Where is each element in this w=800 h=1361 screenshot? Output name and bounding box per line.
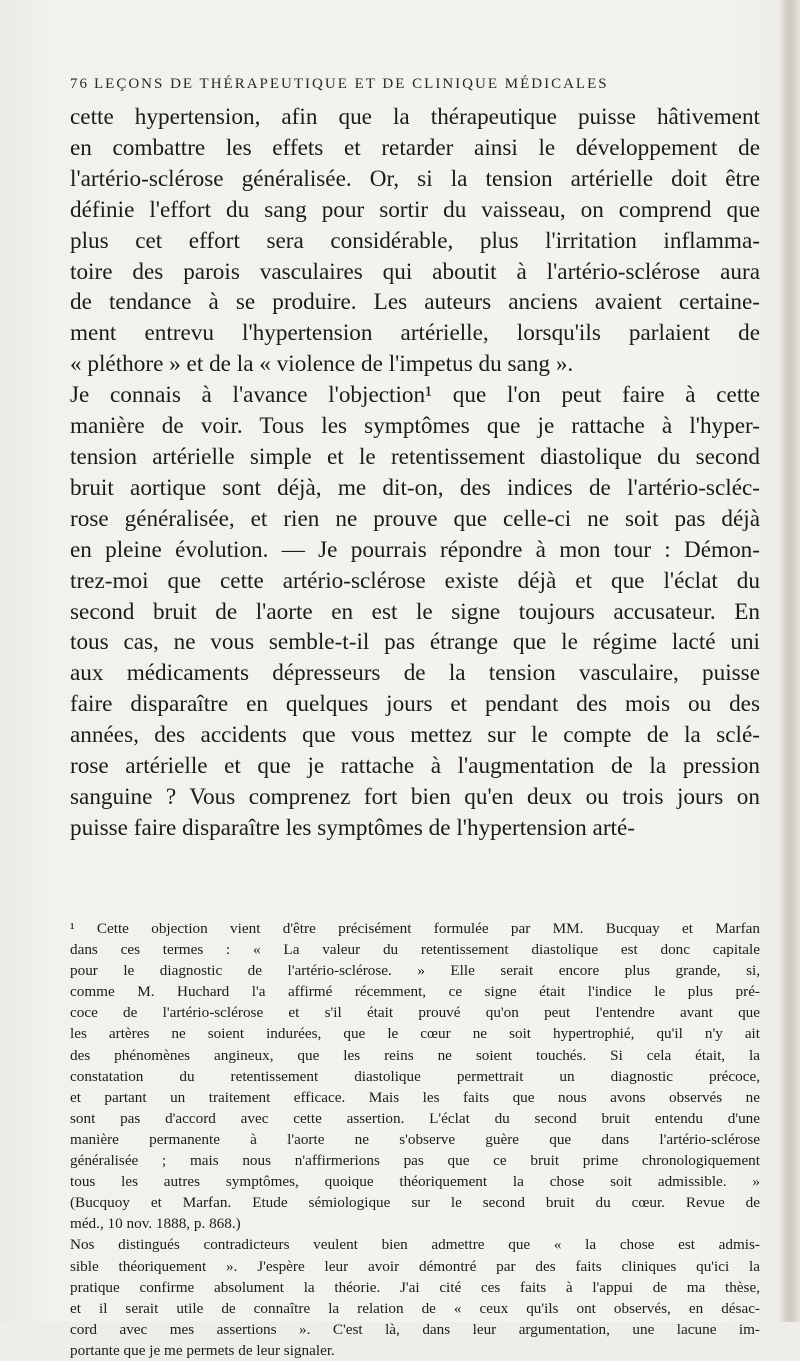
- footnote-line: sont pas d'accord avec cette assertion. L'éclat du second bruit entendu d'une: [70, 1109, 760, 1127]
- footnote-line: (Bucquoy et Marfan. Etude sémiologique sur le second bruit du cœur. Revue de: [70, 1194, 760, 1212]
- body-text-line: de tendance à se produire. Les auteurs anciens avaient certaine-: [70, 289, 760, 316]
- body-text-line: aux médicaments dépresseurs de la tension vasculaire, puisse: [70, 660, 760, 687]
- footnote-line: généralisée ; mais nous n'affirmerions pas que ce bruit prime chronologiquement: [70, 1152, 760, 1170]
- footnote-line: cord avec mes assertions ». C'est là, dans leur argumentation, une lacune im-: [70, 1320, 760, 1338]
- body-text-line: toire des parois vasculaires qui aboutit à l'artério-sclérose aura: [70, 258, 760, 285]
- footnote-line: pratique confirme absolument la théorie. J'ai cité ces faits à l'appui de ma thèse,: [70, 1278, 760, 1296]
- footnote-line: pour le diagnostic de l'artério-sclérose. » Elle serait encore plus grande, si,: [70, 962, 760, 980]
- body-text-line: rose artérielle et que je rattache à l'augmentation de la pression: [70, 753, 760, 780]
- page-gutter-shadow: [778, 0, 800, 1322]
- footnote-line: tous les autres symptômes, quoique théoriquement la chose soit admissible. »: [70, 1173, 760, 1191]
- body-text-line: faire disparaître en quelques jours et pendant des mois ou des: [70, 691, 760, 718]
- body-text-line: Je connais à l'avance l'objection¹ que l'on peut faire à cette: [70, 382, 760, 409]
- running-head-title: LEÇONS DE THÉRAPEUTIQUE ET DE CLINIQUE MÉDICALES: [94, 76, 609, 92]
- body-text-line: « pléthore » et de la « violence de l'impetus du sang ».: [70, 351, 574, 378]
- footnote: [70, 918, 760, 1361]
- footnote-line: sible théoriquement ». J'espère leur avoir démontré par des faits cliniques qu'ici la: [70, 1257, 760, 1275]
- body-text-line: cette hypertension, afin que la thérapeutique puisse hâtivement: [70, 104, 760, 130]
- body-text-line: l'artério-sclérose généralisée. Or, si la tension artérielle doit être: [70, 165, 760, 192]
- body-text-line: trez-moi que cette artério-sclérose existe déjà et que l'éclat du: [70, 567, 760, 594]
- body-text-line: puisse faire disparaître les symptômes de l'hypertension arté-: [70, 814, 636, 841]
- body-text-line: définie l'effort du sang pour sortir du vaisseau, on comprend que: [70, 196, 760, 223]
- footnote-line: méd., 10 nov. 1888, p. 868.): [70, 1215, 241, 1233]
- footnote-line: dans ces termes : « La valeur du retentissement diastolique est donc capitale: [70, 941, 760, 959]
- body-text-line: sanguine ? Vous comprenez fort bien qu'en deux ou trois jours on: [70, 783, 760, 810]
- footnote-line: coce de l'artério-sclérose et s'il était prouvé qu'on peut l'entendre avant que: [70, 1004, 760, 1022]
- body-text-line: tension artérielle simple et le retentissement diastolique du second: [70, 443, 760, 470]
- footnote-line: manière permanente à l'aorte ne s'observe guère que dans l'artério-sclérose: [70, 1130, 760, 1148]
- footnote-line: constatation du retentissement diastolique permettrait un diagnostic précoce,: [70, 1067, 760, 1085]
- body-text-line: tous cas, ne vous semble-t-il pas étrange que le régime lacté uni: [70, 629, 760, 656]
- running-head: [70, 76, 760, 96]
- footnote-line: portante que je me permets de leur signaler.: [70, 1341, 335, 1359]
- body-text-line: plus cet effort sera considérable, plus l'irritation inflamma-: [70, 227, 760, 254]
- footnote-line: comme M. Huchard l'a affirmé récemment, ce signe était l'indice le plus pré-: [70, 983, 760, 1001]
- body-text-line: en combattre les effets et retarder ainsi le développement de: [70, 134, 760, 161]
- footnote-line: et partant un traitement efficace. Mais les faits que nous avons observés ne: [70, 1088, 760, 1106]
- body-text-line: années, des accidents que vous mettez sur le compte de la sclé-: [70, 722, 760, 749]
- footnote-line: ¹ Cette objection vient d'être précisément formulée par MM. Bucquay et Marfan: [70, 920, 760, 937]
- body-text-line: manière de voir. Tous les symptômes que je rattache à l'hyper-: [70, 413, 760, 440]
- footnote-line: les artères ne soient indurées, que le cœur ne soit hypertrophié, qu'il n'y ait: [70, 1025, 760, 1043]
- body-text-line: ment entrevu l'hypertension artérielle, lorsqu'ils parlaient de: [70, 320, 760, 347]
- main-text: [70, 102, 760, 844]
- body-text-line: second bruit de l'aorte en est le signe toujours accusateur. En: [70, 598, 760, 625]
- footnote-line: des phénomènes angineux, que les reins ne soient touchés. Si cela était, la: [70, 1046, 760, 1064]
- body-text-line: rose généralisée, et rien ne prouve que celle-ci ne soit pas déjà: [70, 505, 760, 532]
- footnote-line: Nos distingués contradicteurs veulent bien admettre que « la chose est admis-: [70, 1236, 760, 1254]
- footnote-line: et il serait utile de connaître la relation de « ceux qu'ils ont observés, en désac-: [70, 1299, 760, 1317]
- page-number: 76: [70, 76, 89, 92]
- body-text-line: en pleine évolution. — Je pourrais répondre à mon tour : Démon-: [70, 536, 760, 563]
- body-text-line: bruit aortique sont déjà, me dit-on, des indices de l'artério-scléc-: [70, 474, 760, 501]
